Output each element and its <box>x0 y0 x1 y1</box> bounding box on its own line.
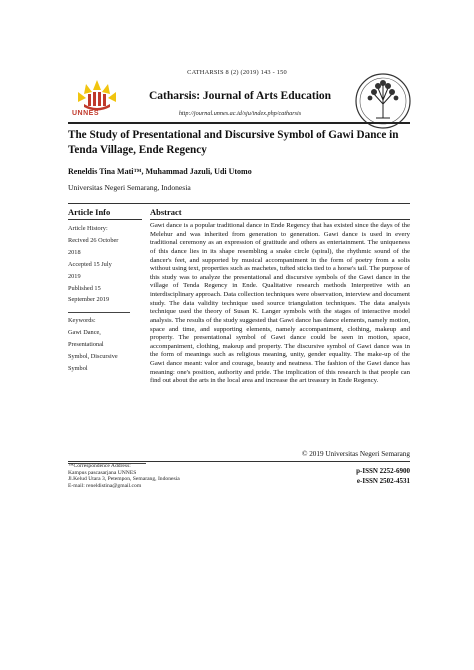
abstract-heading: Abstract <box>150 207 182 217</box>
paper-title: The Study of Presentational and Discursive Symbol of Gawi Dance in Tenda Village, Ende Regency <box>68 129 399 156</box>
article-info-divider <box>68 219 142 220</box>
journal-reference: CATHARSIS 8 (2) (2019) 143 - 150 <box>187 69 287 76</box>
author-list: Reneldis Tina Mati™, Muhammad Jazuli, Udi Utomo <box>68 167 252 176</box>
history-line: 2018 <box>68 248 81 256</box>
history-line: September 2019 <box>68 296 110 304</box>
section-divider <box>68 203 410 204</box>
history-line: 2019 <box>68 272 81 280</box>
journal-url[interactable]: http://journal.unnes.ac.id/sju/index.php/catharsis <box>178 110 302 117</box>
footnote-line: ™Correspondence Address: <box>68 463 131 469</box>
article-info-heading: Article Info <box>68 207 111 217</box>
correspondence-footnote <box>68 463 288 490</box>
keywords-label: Keywords: <box>68 317 96 325</box>
abstract-divider <box>150 219 410 220</box>
issn-block <box>300 466 410 486</box>
history-line: Recived 26 October <box>68 236 119 244</box>
university-logo-text: UNNES <box>72 110 100 117</box>
keyword-line: Presentational <box>68 341 104 349</box>
print-issn: p-ISSN 2252-6900 <box>356 467 410 475</box>
copyright-notice: © 2019 Universitas Negeri Semarang <box>301 450 410 458</box>
footnote-line: Jl.Kelud Utara 3, Petempon, Semarang, Indonesia <box>68 476 180 483</box>
history-line: Accepted 15 July <box>68 260 112 268</box>
footnote-line: Kampus pascasarjana UNNES <box>68 469 137 476</box>
keyword-line: Symbol <box>68 364 88 372</box>
keyword-line: Symbol, Discursive <box>68 353 118 361</box>
article-info-column <box>68 223 144 375</box>
affiliation: Universitas Negeri Semarang, Indonesia <box>68 183 191 192</box>
footer-divider <box>68 461 410 462</box>
history-line: Published 15 <box>68 284 101 292</box>
footnote-line[interactable]: E-mail: reneldistina@gmail.com <box>68 483 142 490</box>
history-line: Article History: <box>68 225 108 232</box>
article-info-separator <box>68 312 130 313</box>
keyword-line: Gawi Dance, <box>68 329 101 337</box>
abstract-text: Gawi dance is a popular traditional dance in Ende Regency that has existed since the days of the Melehur and was inherited from generation to generation. Gawi dance is used in every traditional ceremony as an expression of gratitude and others as entertainment. The uniqueness of this dance lies in its shape resembling a snake circle (spiral), the rhythmic sound of the dancer's feet, and supported by musical accompaniment in the form of poetry from a solis without using text, properties such as machetes, tufted sticks tied to a horse's tail. The purpose of this study was to analyze the presentational and discursive symbols of the Gawi dance in the village of Tenda Regency in Ende. Qualitative research methods Interpretive with an interdisciplinary approach. Data collection techniques were observation, interview and document study. The data validity technique used source triangulation techniques. The data analysis technique used the theory of Susan K. Langer symbols with the stages of interactive model analysis. The results of the study suggested that Gawi dance has dance elements, namely motion, space and time, and supporting elements, namely accompaniment, clothing, makeup and property. The presentational symbol of Gawi dance could be seen in motion, space, accompaniment, clothing, makeup and property. The discursive symbol of Gawi dance was in the form of meanings such as religious meaning, unity, gender equality. The make-up of the Gawi dance meant: valor and courage, beauty and neatness. The fashion of the Gawi dance has meaning: one's position, authority and pride. The implication of this research is that people can find out about the arts in the local area and increase the art treasury in Ende Regency. <box>150 222 410 385</box>
journal-title: Catharsis: Journal of Arts Education <box>148 90 332 102</box>
header-divider <box>68 122 410 124</box>
electronic-issn: e-ISSN 2502-4531 <box>356 477 410 485</box>
